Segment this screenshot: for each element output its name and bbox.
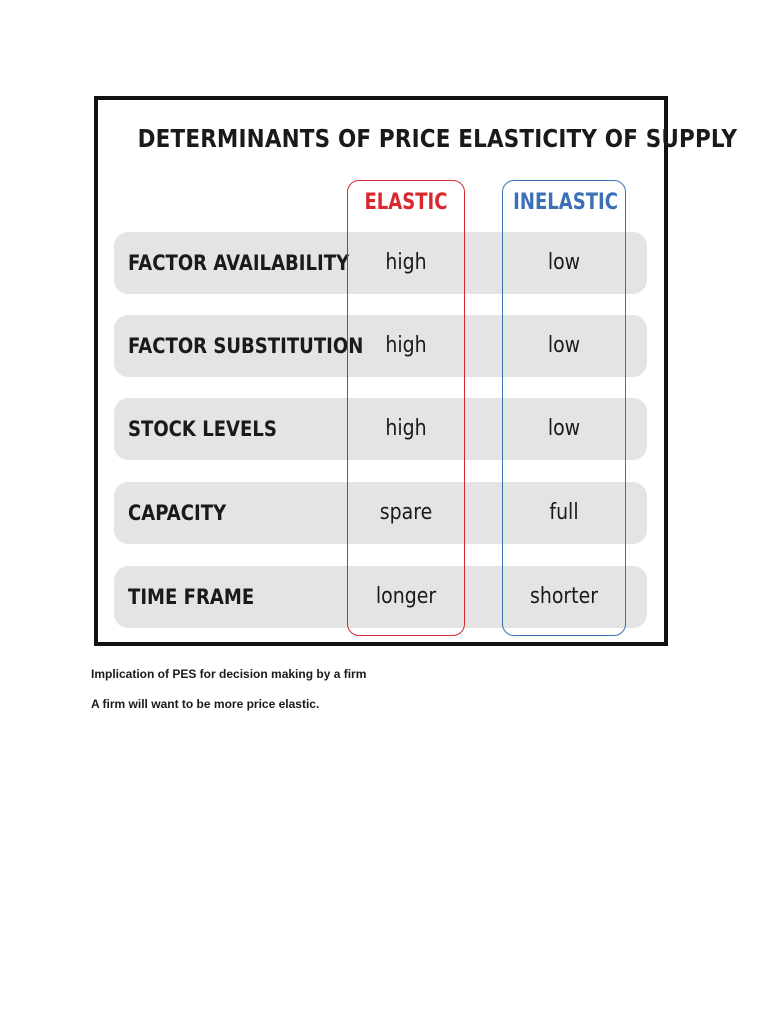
inelastic-value: low	[547, 416, 581, 441]
elastic-value: high	[385, 333, 427, 358]
row-factor: CAPACITY	[128, 501, 227, 525]
elastic-value: high	[385, 416, 427, 441]
elastic-column-header: ELASTIC	[364, 190, 448, 215]
body-sentence: A firm will want to be more price elastic.	[91, 697, 320, 711]
elastic-value: spare	[379, 500, 433, 525]
row-factor: STOCK LEVELS	[128, 417, 277, 441]
inelastic-value: low	[547, 250, 581, 275]
inelastic-value: low	[547, 333, 581, 358]
inelastic-value: shorter	[529, 584, 599, 609]
row-factor: FACTOR AVAILABILITY	[128, 251, 350, 275]
elastic-value: longer	[375, 584, 437, 609]
elastic-column-frame	[347, 180, 465, 636]
elasticity-figure	[94, 96, 738, 646]
elastic-value: high	[385, 250, 427, 275]
inelastic-column-frame	[502, 180, 626, 636]
figure-title: DETERMINANTS OF PRICE ELASTICITY OF SUPPLY	[137, 124, 738, 153]
inelastic-column-header: INELASTIC	[513, 190, 619, 215]
inelastic-value: full	[549, 500, 579, 525]
section-heading: Implication of PES for decision making by a firm	[91, 667, 367, 681]
row-factor: FACTOR SUBSTITUTION	[128, 334, 364, 358]
row-factor: TIME FRAME	[128, 585, 255, 609]
